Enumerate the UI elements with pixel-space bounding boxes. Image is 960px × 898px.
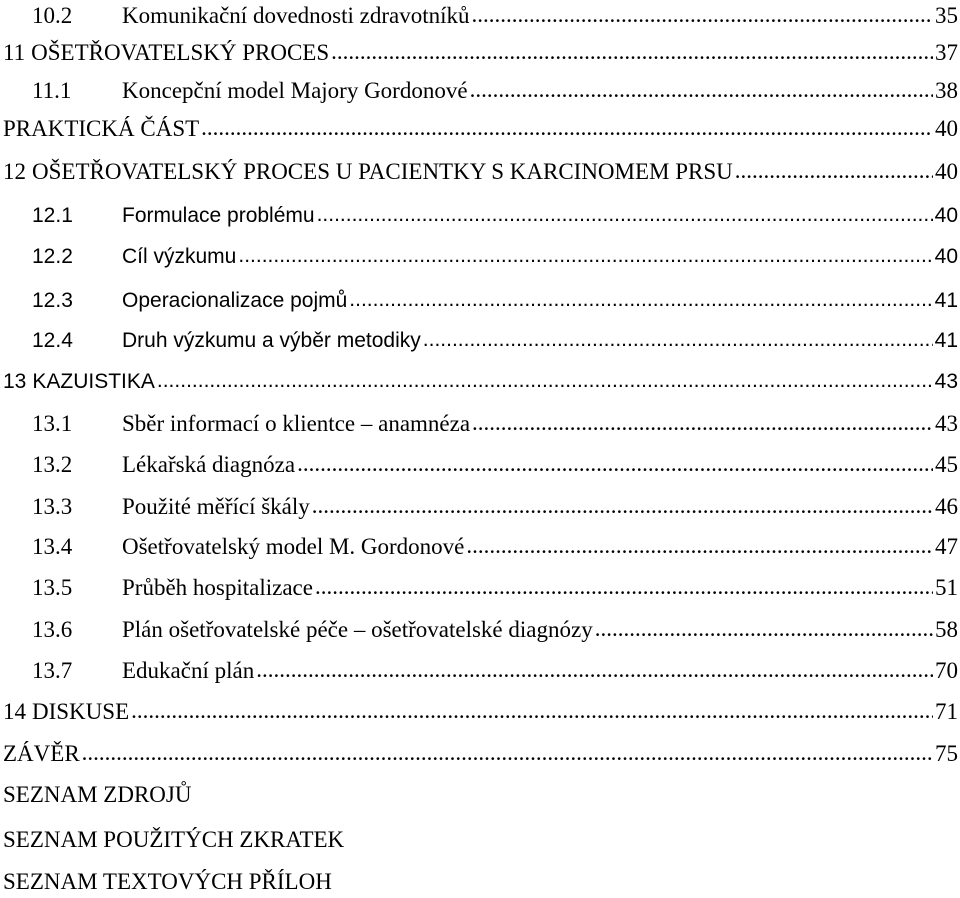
toc-entry-title: Koncepční model Majory Gordonové — [122, 78, 468, 103]
toc-dot-leader — [157, 365, 933, 397]
toc-entry[interactable] — [3, 572, 960, 604]
toc-entry[interactable] — [3, 285, 960, 317]
toc-entry-number: 12.3 — [32, 289, 73, 312]
toc-dot-leader — [238, 240, 932, 272]
toc-entry-page-number: 46 — [935, 494, 958, 519]
toc-entry-page-number: 75 — [935, 741, 958, 766]
toc-entry-title: Edukační plán — [122, 658, 255, 683]
toc-entry[interactable] — [3, 0, 960, 32]
toc-dot-leader — [423, 324, 933, 356]
toc-dot-leader — [131, 695, 933, 727]
toc-entry-title: Druh výzkumu a výběr metodiky — [122, 329, 421, 352]
toc-entry-page-number: 35 — [935, 3, 958, 28]
toc-entry[interactable] — [3, 325, 960, 357]
toc-entry-title: Formulace problému — [122, 204, 315, 227]
toc-entry-title: Plán ošetřovatelské péče – ošetřovatelské diagnózy — [122, 617, 593, 642]
toc-entry-title: OŠETŘOVATELSKÝ PROCES — [31, 40, 330, 65]
toc-entry-title: Ošetřovatelský model M. Gordonové — [122, 534, 465, 559]
toc-dot-leader — [595, 613, 933, 645]
toc-entry-page-number: 47 — [935, 534, 958, 559]
toc-entry-title: ZÁVĚR — [3, 741, 80, 766]
toc-entry-number: 10.2 — [32, 3, 73, 28]
toc-entry-title: PRAKTICKÁ ČÁST — [3, 116, 200, 141]
toc-entry-page-number: 40 — [935, 116, 958, 141]
toc-dot-leader — [331, 36, 933, 68]
toc-entry-page-number: 51 — [935, 575, 958, 600]
toc-dot-leader — [472, 407, 933, 439]
toc-entry-title: Operacionalizace pojmů — [122, 289, 348, 312]
toc-entry-number: 13.6 — [32, 617, 73, 642]
toc-entry-title: OŠETŘOVATELSKÝ PROCES U PACIENTKY S KARCINOMEM PRSU — [32, 159, 733, 184]
toc-entry[interactable] — [3, 366, 960, 398]
toc-entry-number: 13.4 — [32, 534, 73, 559]
toc-entry[interactable] — [3, 75, 960, 107]
toc-dot-leader — [201, 112, 933, 144]
toc-entry-title: Průběh hospitalizace — [122, 575, 313, 600]
toc-dot-leader — [315, 571, 933, 603]
toc-entry-number: 12.1 — [32, 204, 73, 227]
toc-entry[interactable] — [3, 449, 960, 481]
toc-entry-title: Použité měřící škály — [122, 494, 310, 519]
toc-entry-number: 13.3 — [32, 494, 73, 519]
toc-entry-page-number: 40 — [934, 204, 958, 227]
toc-entry[interactable] — [3, 531, 960, 563]
toc-dot-leader — [466, 530, 933, 562]
toc-dot-leader — [297, 448, 933, 480]
toc-entry[interactable] — [3, 866, 960, 898]
toc-dot-leader — [317, 199, 933, 231]
toc-entry[interactable] — [3, 824, 960, 856]
toc-entry[interactable] — [3, 200, 960, 232]
toc-dot-leader — [349, 284, 932, 316]
toc-entry-title: Komunikační dovednosti zdravotníků — [122, 3, 470, 28]
toc-entry[interactable] — [3, 156, 960, 188]
toc-entry[interactable] — [3, 113, 960, 145]
toc-entry-title: KAZUISTIKA — [32, 370, 155, 393]
toc-entry-page-number: 40 — [935, 159, 958, 184]
toc-entry-page-number: 70 — [935, 658, 958, 683]
toc-entry-title: SEZNAM TEXTOVÝCH PŘÍLOH — [3, 869, 332, 894]
toc-entry-number: 14 — [3, 699, 26, 724]
toc-entry-page-number: 41 — [934, 289, 958, 312]
toc-entry[interactable] — [3, 655, 960, 687]
toc-entry-title: Lékařská diagnóza — [122, 452, 296, 477]
toc-entry-page-number: 40 — [934, 245, 958, 268]
toc-entry[interactable] — [3, 408, 960, 440]
toc-dot-leader — [472, 0, 934, 31]
toc-entry-number: 13.2 — [32, 452, 73, 477]
toc-entry-number: 12 — [3, 159, 26, 184]
toc-entry-number: 12.2 — [32, 245, 73, 268]
toc-dot-leader — [312, 490, 933, 522]
toc-entry-page-number: 38 — [935, 78, 958, 103]
toc-entry[interactable] — [3, 779, 960, 811]
toc-entry-title: Cíl výzkumu — [122, 245, 237, 268]
toc-entry-number: 11.1 — [32, 78, 72, 103]
toc-entry[interactable] — [3, 738, 960, 770]
toc-entry-page-number: 43 — [934, 370, 958, 393]
toc-entry-title: SEZNAM POUŽITÝCH ZKRATEK — [3, 827, 345, 852]
toc-entry-number: 13.1 — [32, 411, 73, 436]
toc-entry-page-number: 71 — [935, 699, 958, 724]
toc-entry-title: SEZNAM ZDROJŮ — [3, 782, 192, 807]
toc-dot-leader — [82, 737, 933, 769]
toc-entry-page-number: 37 — [935, 40, 958, 65]
toc-dot-leader — [470, 74, 933, 106]
toc-entry[interactable] — [3, 614, 960, 646]
toc-entry-number: 12.4 — [32, 329, 73, 352]
toc-entry-number: 13.5 — [32, 575, 73, 600]
toc-entry[interactable] — [3, 37, 960, 69]
toc-dot-leader — [735, 155, 933, 187]
toc-entry[interactable] — [3, 241, 960, 273]
toc-entry-title: DISKUSE — [32, 699, 130, 724]
toc-entry[interactable] — [3, 696, 960, 728]
toc-entry-title: Sběr informací o klientce – anamnéza — [122, 411, 471, 436]
toc-entry-page-number: 41 — [934, 329, 958, 352]
toc-entry[interactable] — [3, 491, 960, 523]
toc-entry-page-number: 45 — [935, 452, 958, 477]
toc-entry-number: 13.7 — [32, 658, 73, 683]
toc-entry-number: 11 — [3, 40, 26, 65]
toc-entry-page-number: 58 — [935, 617, 958, 642]
toc-dot-leader — [256, 654, 933, 686]
toc-entry-page-number: 43 — [935, 411, 958, 436]
toc-entry-number: 13 — [3, 370, 27, 393]
